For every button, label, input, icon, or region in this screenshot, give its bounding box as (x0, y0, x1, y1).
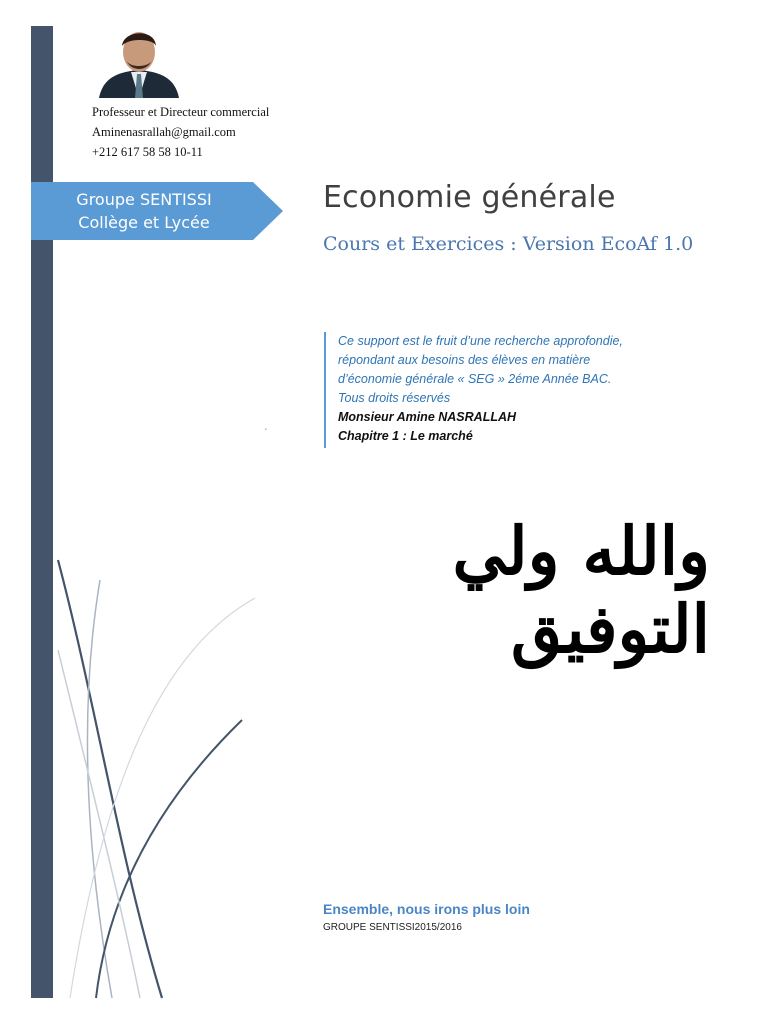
description-line-3: d’économie générale « SEG » 2éme Année BAC. (338, 372, 612, 386)
left-accent-bar (31, 26, 53, 998)
calligraphy-text: والله ولي التوفيق (452, 512, 710, 668)
document-subtitle: Cours et Exercices : Version EcoAf 1.0 (323, 233, 694, 255)
arabic-calligraphy (250, 500, 710, 680)
description-author: Monsieur Amine NASRALLAH (338, 410, 517, 424)
document-title: Economie générale (323, 180, 616, 215)
description-block (324, 332, 623, 448)
author-role: Professeur et Directeur commercial (92, 105, 270, 119)
description-chapter: Chapitre 1 : Le marché (338, 429, 473, 443)
footer-slogan: Ensemble, nous irons plus loin (323, 901, 530, 917)
author-phone: +212 617 58 58 10-11 (92, 145, 203, 159)
school-banner (31, 182, 283, 240)
banner-line-1: Groupe SENTISSI (76, 190, 212, 209)
author-contact-block (92, 102, 269, 162)
author-photo (95, 22, 183, 98)
author-email: Aminenasrallah@gmail.com (92, 125, 236, 139)
banner-line-2: Collège et Lycée (78, 213, 210, 232)
description-line-1: Ce support est le fruit d’une recherche approfondie, (338, 334, 623, 348)
footer-meta: GROUPE SENTISSI2015/2016 (323, 922, 462, 933)
stray-mark: ˏ (264, 420, 268, 431)
description-line-2: répondant aux besoins des élèves en matière (338, 353, 591, 367)
description-line-4: Tous droits réservés (338, 391, 451, 405)
